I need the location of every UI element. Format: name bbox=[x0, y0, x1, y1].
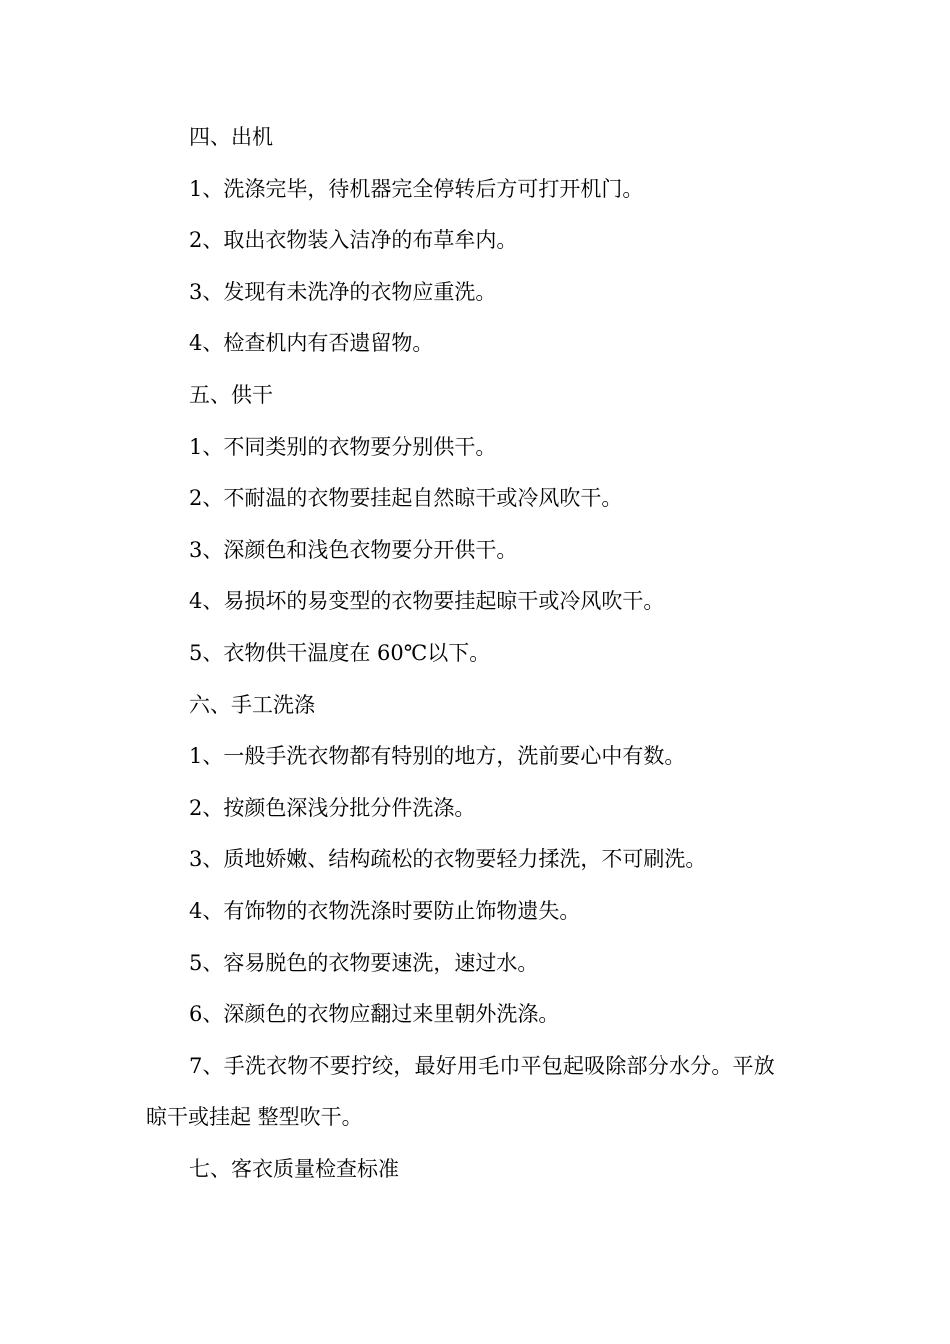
document-body bbox=[146, 112, 810, 1195]
paragraph-line: 5、衣物供干温度在 60℃以下。 bbox=[189, 640, 491, 665]
paragraph-line: 1、一般手洗衣物都有特别的地方，洗前要心中有数。 bbox=[189, 744, 686, 769]
paragraph-line: 3、质地娇嫩、结构疏松的衣物要轻力揉洗，不可刷洗。 bbox=[189, 847, 707, 872]
paragraph-line: 4、检查机内有否遗留物。 bbox=[189, 331, 434, 356]
paragraph-line: 4、有饰物的衣物洗涤时要防止饰物遗失。 bbox=[189, 898, 581, 923]
section-heading-6: 六、手工洗涤 bbox=[189, 692, 315, 717]
paragraph-line: 2、取出衣物装入洁净的布草牟内。 bbox=[189, 228, 518, 253]
paragraph-line: 1、不同类别的衣物要分别供干。 bbox=[189, 434, 497, 459]
paragraph-line: 2、按颜色深浅分批分件洗涤。 bbox=[189, 795, 476, 820]
wrapped-paragraph-line-2: 晾干或挂起 整型吹干。 bbox=[146, 1105, 363, 1130]
paragraph-line: 2、不耐温的衣物要挂起自然晾干或冷风吹干。 bbox=[189, 486, 623, 511]
paragraph-line: 5、容易脱色的衣物要速洗，速过水。 bbox=[189, 950, 539, 975]
paragraph-line: 6、深颜色的衣物应翻过来里朝外洗涤。 bbox=[189, 1002, 560, 1027]
section-heading-7: 七、客衣质量检查标准 bbox=[189, 1156, 399, 1181]
wrapped-paragraph bbox=[146, 1041, 810, 1144]
section-heading-4: 四、出机 bbox=[189, 125, 273, 149]
paragraph-line: 3、深颜色和浅色衣物要分开供干。 bbox=[189, 537, 518, 562]
wrapped-paragraph-line-1: 7、手洗衣物不要拧绞，最好用毛巾平包起吸除部分水分。平放 bbox=[189, 1053, 775, 1078]
paragraph-line: 3、发现有未洗净的衣物应重洗。 bbox=[189, 279, 497, 304]
paragraph-line: 4、易损坏的易变型的衣物要挂起晾干或冷风吹干。 bbox=[189, 589, 665, 614]
section-heading-5: 五、供干 bbox=[189, 382, 273, 407]
paragraph-line: 1、洗涤完毕，待机器完全停转后方可打开机门。 bbox=[189, 176, 644, 201]
